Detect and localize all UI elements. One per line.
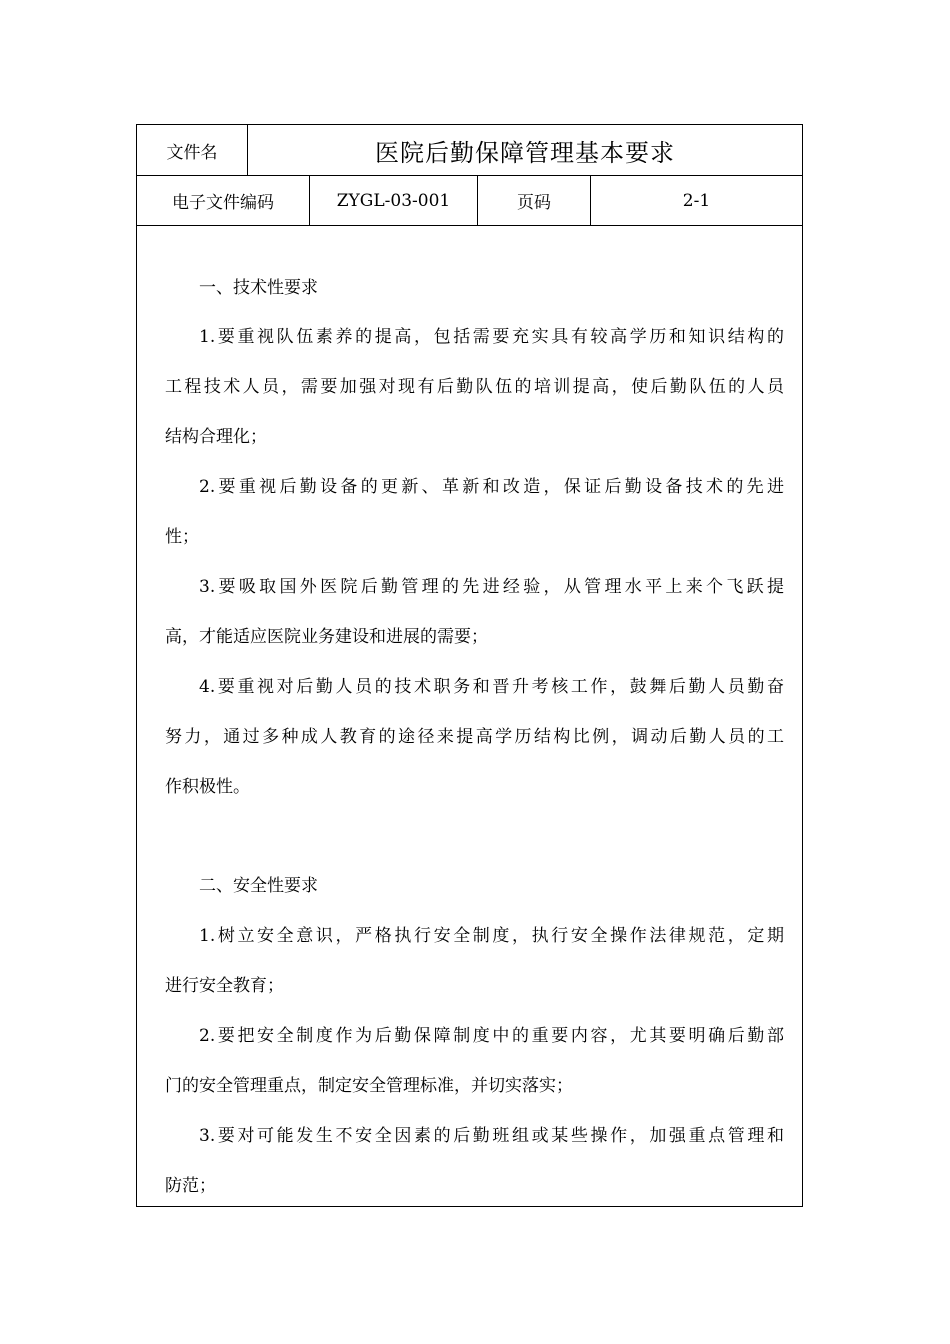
- paragraph-line: 3.要吸取国外医院后勤管理的先进经验，从管理水平上来个飞跃提: [199, 577, 784, 597]
- page-value: 2-1: [682, 190, 711, 211]
- paragraph-line: 1.要重视队伍素养的提高，包括需要充实具有较高学历和知识结构的: [199, 327, 784, 347]
- paragraph-line: 3.要对可能发生不安全因素的后勤班组或某些操作，加强重点管理和: [199, 1126, 784, 1146]
- code-value-cell: [310, 176, 478, 225]
- paragraph-line: 高，才能适应医院业务建设和进展的需要；: [165, 627, 488, 647]
- page-label: 页码: [517, 193, 551, 213]
- paragraph-line: 作积极性。: [165, 777, 250, 797]
- document-body: [137, 226, 802, 1206]
- section-heading: 一、技术性要求: [199, 278, 318, 298]
- paragraph-line: 性；: [165, 527, 199, 547]
- file-name-label-cell: [137, 125, 248, 175]
- section-heading: 二、安全性要求: [199, 876, 318, 896]
- paragraph-line: 门的安全管理重点，制定安全管理标准，并切实落实；: [165, 1076, 573, 1096]
- document-frame: [136, 124, 803, 1207]
- code-label: 电子文件编码: [172, 193, 274, 213]
- paragraph-line: 2.要把安全制度作为后勤保障制度中的重要内容，尤其要明确后勤部: [199, 1026, 784, 1046]
- document-title: 医院后勤保障管理基本要求: [375, 138, 675, 167]
- file-name-label: 文件名: [166, 142, 218, 163]
- code-label-cell: [137, 176, 310, 225]
- paragraph-line: 防范；: [165, 1176, 216, 1196]
- paragraph-line: 努力，通过多种成人教育的途径来提高学历结构比例，调动后勤人员的工: [165, 727, 784, 747]
- code-value: ZYGL-03-001: [336, 190, 451, 211]
- header-row-title: [137, 125, 802, 176]
- header-row-meta: [137, 176, 802, 226]
- paragraph-line: 1.树立安全意识，严格执行安全制度，执行安全操作法律规范，定期: [199, 926, 784, 946]
- paragraph-line: 4.要重视对后勤人员的技术职务和晋升考核工作，鼓舞后勤人员勤奋: [199, 677, 784, 697]
- paragraph-line: 工程技术人员，需要加强对现有后勤队伍的培训提高，使后勤队伍的人员: [165, 377, 784, 397]
- page-label-cell: [478, 176, 591, 225]
- file-name-value-cell: [248, 125, 802, 175]
- paragraph-line: 进行安全教育；: [165, 976, 284, 996]
- paragraph-line: 2.要重视后勤设备的更新、革新和改造，保证后勤设备技术的先进: [199, 477, 784, 497]
- paragraph-line: 结构合理化；: [165, 427, 267, 447]
- page-value-cell: [591, 176, 802, 225]
